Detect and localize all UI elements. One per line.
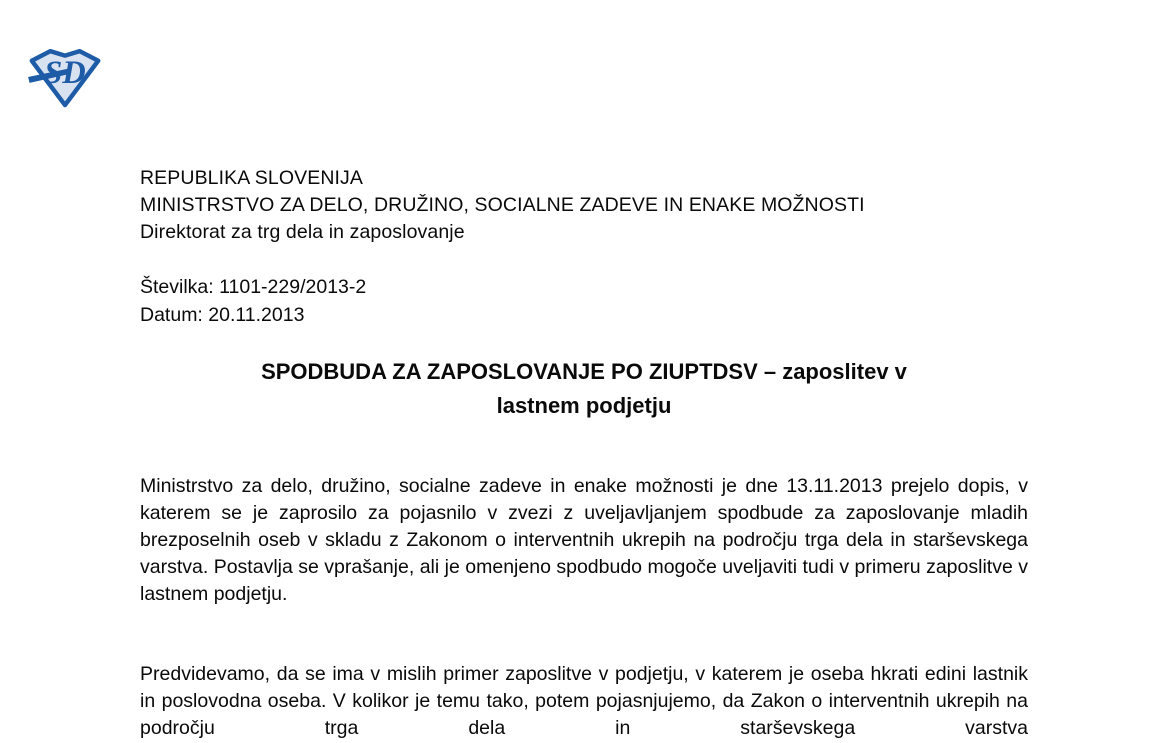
document-date-value: 20.11.2013 — [208, 304, 305, 326]
ministry-sd-logo — [28, 46, 102, 108]
sd-shield-icon — [28, 46, 102, 108]
letterhead-directorate: Direktorat za trg dela in zaposlovanje — [140, 221, 465, 243]
document-date-line — [140, 301, 1028, 329]
svg-text:SD: SD — [44, 54, 86, 91]
body-paragraph-2: Predvidevamo, da se ima v mislih primer zaposlitve v podjetju, v katerem je oseba hkrati edini lastnik in poslovodna oseba. V kolikor je temu tako, potem pojasnjujemo, da Zakon o interventnih ukrepih na področju trga dela in starševskega varstva — [140, 663, 1028, 739]
body-paragraph-1: Ministrstvo za delo, družino, socialne zadeve in enake možnosti je dne 13.11.2013 prejelo dopis, v katerem se je zaprosilo za pojasnilo v zvezi z uveljavljanjem spodbude za zaposlovanje mladih brezposelnih oseb v skladu z Zakonom o interventnih ukrepih na področju trga dela in starševskega varstva. Postavlja se vprašanje, ali je omenjeno spodbudo mogoče uveljaviti tudi v primeru zaposlitve v lastnem podjetju. — [140, 475, 1028, 605]
document-title-line2: lastnem podjetju — [496, 393, 672, 418]
letterhead — [140, 165, 1028, 246]
document-number-label: Številka: — [140, 276, 214, 298]
document-title-line1: SPODBUDA ZA ZAPOSLOVANJE PO ZIUPTDSV – zaposlitev v — [261, 359, 907, 384]
document-number-value: 1101-229/2013-2 — [219, 276, 367, 298]
letterhead-ministry: MINISTRSTVO ZA DELO, DRUŽINO, SOCIALNE ZADEVE IN ENAKE MOŽNOSTI — [140, 194, 865, 216]
document-title — [140, 355, 1028, 423]
document-meta — [140, 273, 1028, 329]
document-date-label: Datum: — [140, 304, 203, 326]
document-number-line — [140, 273, 1028, 301]
letterhead-republic: REPUBLIKA SLOVENIJA — [140, 167, 363, 189]
